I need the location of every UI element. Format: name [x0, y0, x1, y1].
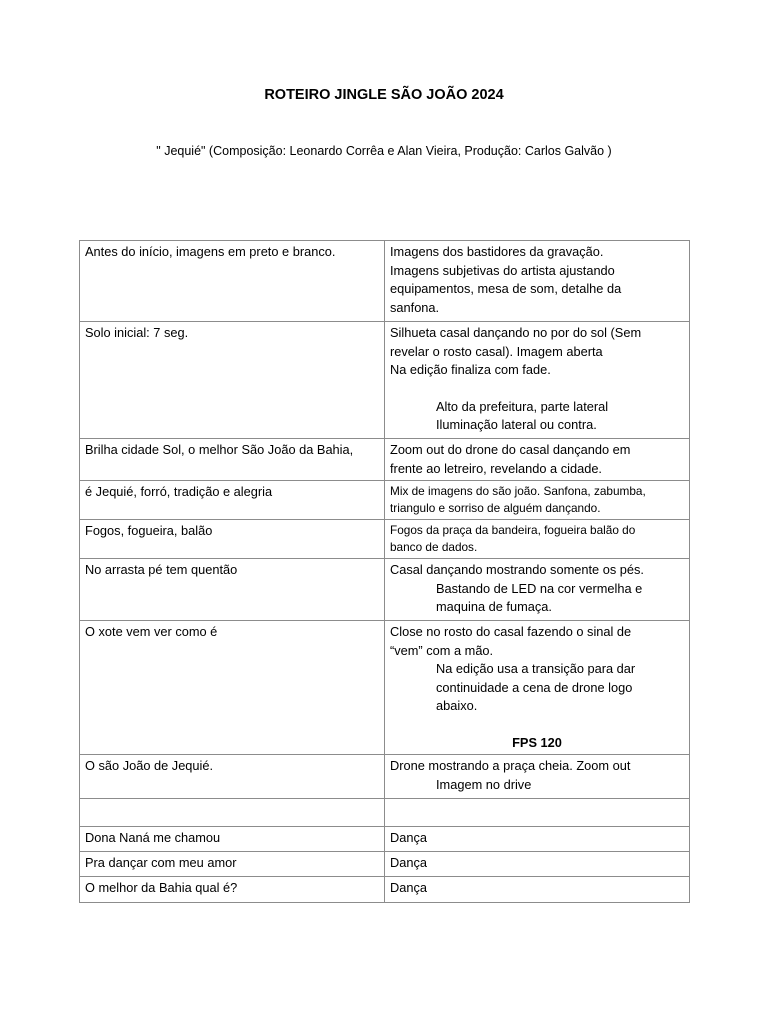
blank-line — [390, 716, 684, 734]
scene-cell — [385, 241, 690, 322]
scene-text: banco de dados. — [390, 539, 478, 554]
scene-text: Silhueta casal dançando no por do sol (Sem — [390, 325, 642, 340]
scene-cell — [385, 520, 690, 559]
scene-text: Casal dançando mostrando somente os pés. — [390, 562, 644, 577]
table-row — [80, 621, 690, 755]
table-row — [80, 827, 690, 852]
lyric-cell — [80, 621, 385, 755]
lyric-text: é Jequié, forró, tradição e alegria — [85, 484, 273, 499]
scene-cell — [385, 755, 690, 799]
scene-indented-text: continuidade a cena de drone logo — [436, 679, 633, 695]
scene-indented-text: Imagem no drive — [436, 776, 532, 792]
blank-line — [390, 380, 684, 398]
lyric-cell — [80, 520, 385, 559]
scene-indented-text: Alto da prefeitura, parte lateral — [436, 398, 609, 414]
table-row — [80, 481, 690, 520]
scene-text: Zoom out do drone do casal dançando em — [390, 442, 631, 457]
scene-indented-text: Na edição usa a transição para dar — [436, 661, 636, 676]
lyric-text: Solo inicial: 7 seg. — [85, 325, 189, 340]
table-row-empty — [80, 799, 690, 827]
document-subtitle: " Jequié" (Composição: Leonardo Corrêa e Alan Vieira, Produção: Carlos Galvão ) — [156, 144, 612, 158]
lyric-text: O são João de Jequié. — [85, 758, 214, 773]
scene-text: Dança — [390, 830, 427, 845]
scene-cell — [385, 799, 690, 827]
scene-text: Na edição finaliza com fade. — [390, 362, 551, 377]
table-row — [80, 439, 690, 481]
table-row — [80, 559, 690, 621]
scene-text: Close no rosto do casal fazendo o sinal de — [390, 624, 632, 639]
scene-text: Mix de imagens do são joão. Sanfona, zabumba, — [390, 484, 646, 498]
fps-note: FPS 120 — [512, 734, 562, 750]
scene-cell — [385, 439, 690, 481]
scene-cell — [385, 559, 690, 621]
scene-cell — [385, 827, 690, 852]
table-row — [80, 241, 690, 322]
lyric-cell — [80, 755, 385, 799]
table-row — [80, 852, 690, 877]
scene-text: Imagens dos bastidores da gravação. — [390, 244, 604, 259]
scene-text: Dança — [390, 880, 427, 895]
lyric-text: Brilha cidade Sol, o melhor São João da Bahia, — [85, 442, 354, 457]
table-row — [80, 520, 690, 559]
scene-text: equipamentos, mesa de som, detalhe da — [390, 281, 622, 296]
scene-indented-text: abaixo. — [436, 698, 478, 713]
lyric-text: Dona Naná me chamou — [85, 830, 221, 845]
lyric-text: Pra dançar com meu amor — [85, 855, 237, 870]
lyric-cell — [80, 241, 385, 322]
scene-text: revelar o rosto casal). Imagem aberta — [390, 343, 603, 359]
lyric-cell — [80, 877, 385, 903]
scene-text: frente ao letreiro, revelando a cidade. — [390, 460, 602, 476]
lyric-text: Antes do início, imagens em preto e branco. — [85, 244, 336, 259]
lyric-cell — [80, 559, 385, 621]
scene-text: Dança — [390, 855, 427, 870]
scene-cell — [385, 322, 690, 439]
lyric-cell — [80, 852, 385, 877]
scene-text: “vem” com a mão. — [390, 642, 494, 658]
scene-text: Drone mostrando a praça cheia. Zoom out — [390, 758, 631, 773]
script-table — [79, 240, 690, 903]
lyric-cell — [80, 799, 385, 827]
scene-text: Imagens subjetivas do artista ajustando — [390, 262, 615, 278]
scene-indented-text: maquina de fumaça. — [436, 599, 552, 614]
lyric-text: Fogos, fogueira, balão — [85, 523, 213, 538]
scene-cell — [385, 877, 690, 903]
lyric-cell — [80, 322, 385, 439]
scene-indented-text: Bastando de LED na cor vermelha e — [436, 580, 643, 596]
lyric-text: No arrasta pé tem quentão — [85, 562, 238, 577]
table-row — [80, 322, 690, 439]
scene-text: triangulo e sorriso de alguém dançando. — [390, 500, 601, 515]
lyric-cell — [80, 481, 385, 520]
lyric-text: O melhor da Bahia qual é? — [85, 880, 238, 895]
table-row — [80, 755, 690, 799]
scene-cell — [385, 852, 690, 877]
lyric-cell — [80, 439, 385, 481]
lyric-cell — [80, 827, 385, 852]
table-row — [80, 877, 690, 903]
scene-cell — [385, 481, 690, 520]
scene-text: Fogos da praça da bandeira, fogueira balão do — [390, 523, 636, 537]
document-title: ROTEIRO JINGLE SÃO JOÃO 2024 — [264, 87, 504, 103]
lyric-text: O xote vem ver como é — [85, 624, 218, 639]
scene-cell — [385, 621, 690, 755]
scene-indented-text: Iluminação lateral ou contra. — [436, 417, 597, 432]
scene-text: sanfona. — [390, 299, 440, 315]
